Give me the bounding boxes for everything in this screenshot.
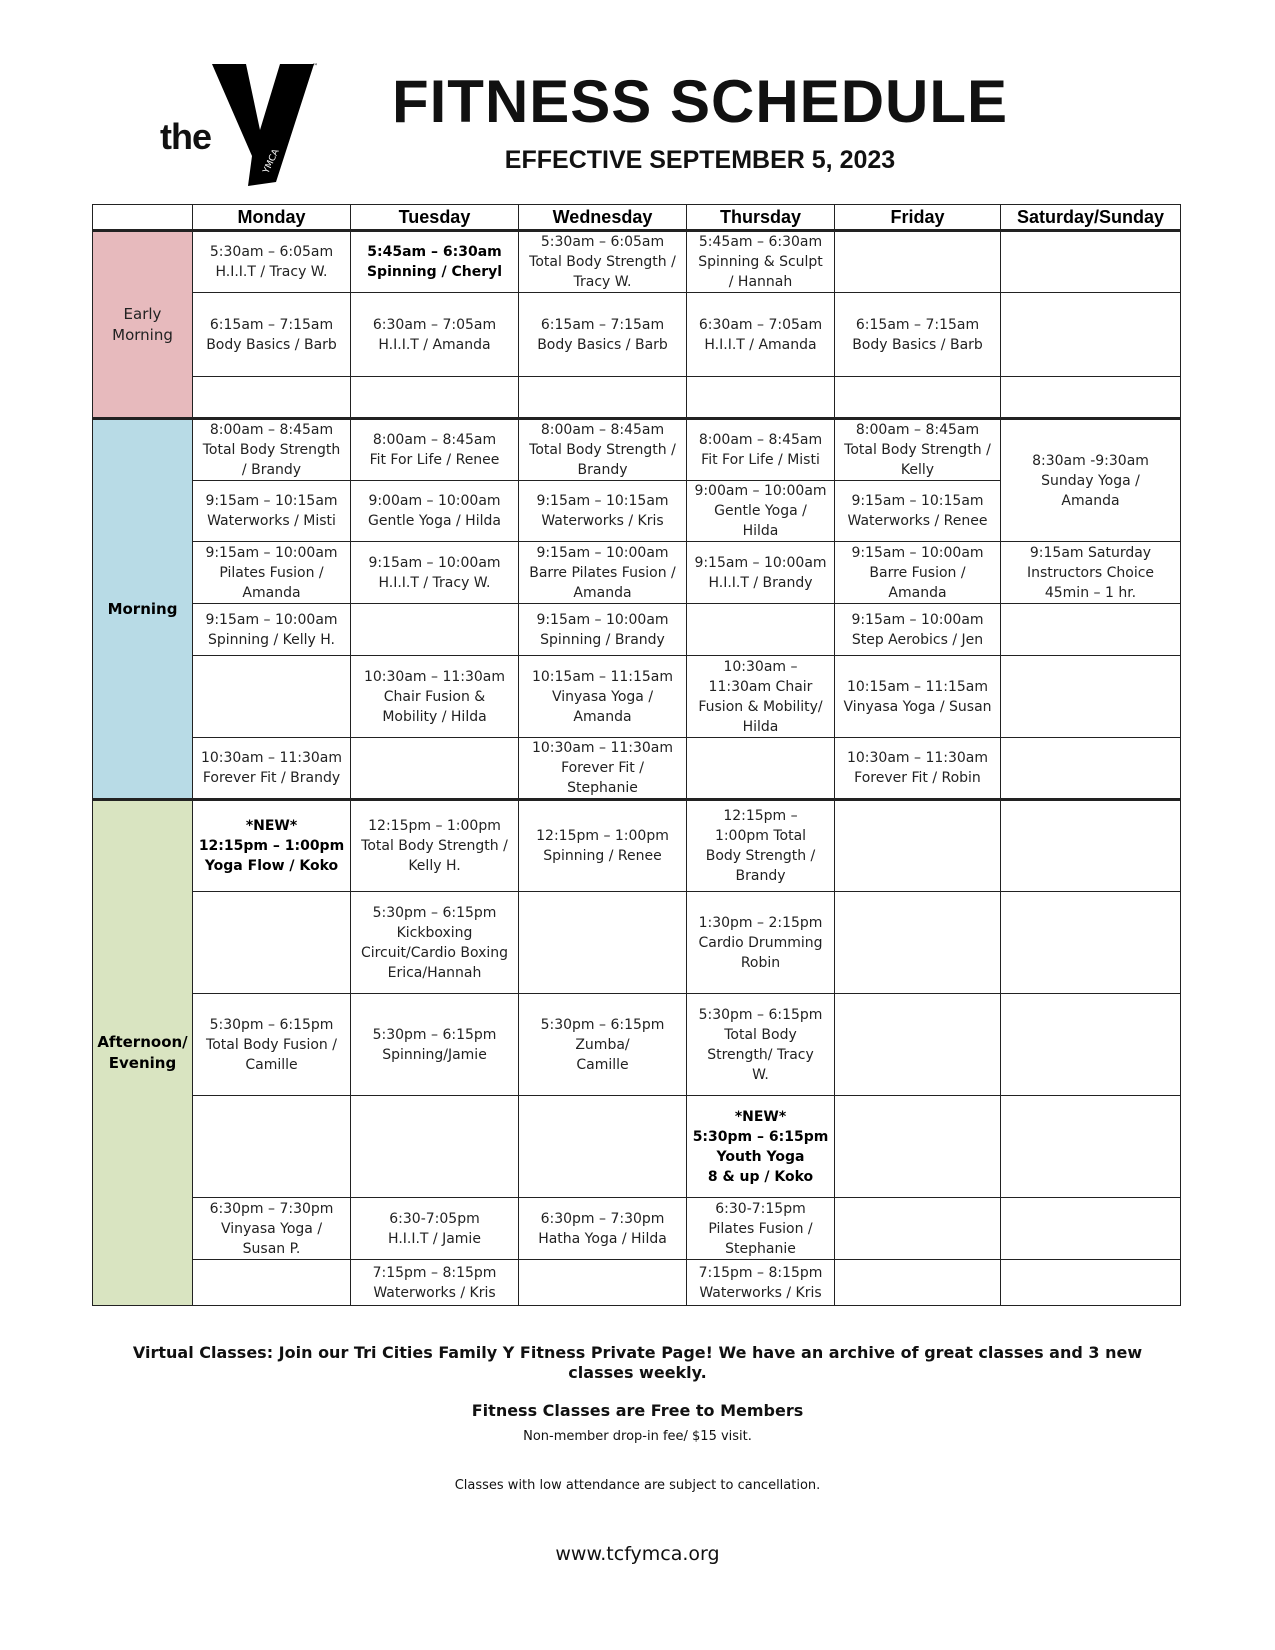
table-row (93, 1096, 1181, 1198)
class-cell: 8:00am – 8:45am Total Body Strength / Brandy (519, 419, 687, 481)
empty-cell (1001, 377, 1181, 419)
page-subtitle: EFFECTIVE SEPTEMBER 5, 2023 (504, 146, 896, 174)
class-cell (351, 1096, 519, 1198)
class-cell (1001, 994, 1181, 1096)
class-cell: 9:15am – 10:00am H.I.I.T / Tracy W. (351, 542, 519, 604)
table-row (93, 293, 1181, 377)
class-cell: 7:15pm – 8:15pm Waterworks / Kris (687, 1260, 835, 1306)
class-cell-weekend: 8:30am -9:30am Sunday Yoga / Amanda (1001, 419, 1181, 542)
class-cell (193, 656, 351, 738)
table-row (93, 231, 1181, 293)
class-cell (1001, 892, 1181, 994)
day-header-tuesday: Tuesday (351, 205, 519, 231)
class-cell: 9:15am – 10:00am Barre Fusion / Amanda (835, 542, 1001, 604)
class-cell: 9:00am – 10:00am Gentle Yoga / Hilda (351, 481, 519, 542)
class-cell: 6:30-7:05pm H.I.I.T / Jamie (351, 1198, 519, 1260)
table-row (93, 419, 1181, 481)
class-cell (835, 994, 1001, 1096)
period-afternoon-evening (93, 800, 193, 1306)
table-row (93, 377, 1181, 419)
class-cell (1001, 604, 1181, 656)
class-cell: 9:15am – 10:00am Pilates Fusion / Amanda (193, 542, 351, 604)
period-label: Afternoon/ Evening (97, 1033, 188, 1072)
day-header-wednesday: Wednesday (519, 205, 687, 231)
class-cell (1001, 738, 1181, 800)
table-row (93, 994, 1181, 1096)
day-header-monday: Monday (193, 205, 351, 231)
class-cell: 6:30-7:15pm Pilates Fusion / Stephanie (687, 1198, 835, 1260)
class-cell (1001, 231, 1181, 293)
class-cell: 8:00am – 8:45am Total Body Strength / Kelly (835, 419, 1001, 481)
table-row (93, 738, 1181, 800)
class-cell: *NEW* 5:30pm – 6:15pm Youth Yoga 8 & up / Koko (687, 1096, 835, 1198)
period-early-morning (93, 231, 193, 419)
class-cell (835, 800, 1001, 892)
class-cell: 9:15am – 10:15am Waterworks / Kris (519, 481, 687, 542)
class-cell (519, 1260, 687, 1306)
class-cell: 6:30pm – 7:30pm Vinyasa Yoga / Susan P. (193, 1198, 351, 1260)
empty-cell (687, 377, 835, 419)
class-cell: 5:30pm – 6:15pm Total Body Strength/ Tracy W. (687, 994, 835, 1096)
class-cell (1001, 1096, 1181, 1198)
class-cell (193, 1096, 351, 1198)
class-cell (351, 604, 519, 656)
empty-cell (835, 377, 1001, 419)
class-cell: 9:00am – 10:00am Gentle Yoga / Hilda (687, 481, 835, 542)
class-cell: 10:30am – 11:30am Forever Fit / Stephanie (519, 738, 687, 800)
class-cell: 12:15pm – 1:00pm Spinning / Renee (519, 800, 687, 892)
header-row (93, 205, 1181, 231)
class-cell: 5:30pm – 6:15pm Spinning/Jamie (351, 994, 519, 1096)
class-cell (1001, 1198, 1181, 1260)
class-cell (687, 604, 835, 656)
table-row (93, 1260, 1181, 1306)
class-cell (1001, 800, 1181, 892)
class-cell: 9:15am – 10:15am Waterworks / Renee (835, 481, 1001, 542)
class-cell: 10:30am – 11:30am Chair Fusion & Mobility/ Hilda (687, 656, 835, 738)
class-cell: 5:30am – 6:05am H.I.I.T / Tracy W. (193, 231, 351, 293)
class-cell: 6:15am – 7:15am Body Basics / Barb (193, 293, 351, 377)
class-cell: 7:15pm – 8:15pm Waterworks / Kris (351, 1260, 519, 1306)
day-header-friday: Friday (835, 205, 1001, 231)
table-row (93, 1198, 1181, 1260)
class-cell: 8:00am – 8:45am Total Body Strength / Brandy (193, 419, 351, 481)
website-link[interactable]: www.tcfymca.org (555, 1543, 720, 1565)
table-row (93, 656, 1181, 738)
class-cell: 9:15am – 10:00am Step Aerobics / Jen (835, 604, 1001, 656)
class-cell (835, 231, 1001, 293)
class-cell (351, 738, 519, 800)
page-title: FITNESS SCHEDULE (391, 68, 1009, 135)
class-cell (193, 892, 351, 994)
class-cell (519, 892, 687, 994)
class-cell: 8:00am – 8:45am Fit For Life / Misti (687, 419, 835, 481)
class-cell (519, 1096, 687, 1198)
class-cell: 6:15am – 7:15am Body Basics / Barb (519, 293, 687, 377)
class-cell: 10:30am – 11:30am Forever Fit / Brandy (193, 738, 351, 800)
class-cell: 12:15pm – 1:00pm Total Body Strength / Kelly H. (351, 800, 519, 892)
virtual-classes-note: Virtual Classes: Join our Tri Cities Family Y Fitness Private Page! We have an archive of great classes and 3 new classes weekly. (132, 1343, 1143, 1382)
logo-brand-text: YMCA (261, 147, 282, 176)
cancellation-note: Classes with low attendance are subject to cancellation. (454, 1478, 821, 1493)
class-cell: 5:45am – 6:30am Spinning / Cheryl (351, 231, 519, 293)
class-cell (835, 1198, 1001, 1260)
class-cell: 12:15pm – 1:00pm Total Body Strength / Brandy (687, 800, 835, 892)
empty-cell (351, 377, 519, 419)
schedule-table (92, 204, 1181, 1306)
class-cell: 6:30am – 7:05am H.I.I.T / Amanda (687, 293, 835, 377)
class-cell (835, 892, 1001, 994)
empty-cell (193, 377, 351, 419)
class-cell: 5:30pm – 6:15pm Kickboxing Circuit/Cardio Boxing Erica/Hannah (351, 892, 519, 994)
class-cell: 9:15am – 10:00am Spinning / Brandy (519, 604, 687, 656)
class-cell: *NEW* 12:15pm – 1:00pm Yoga Flow / Koko (193, 800, 351, 892)
free-classes-note: Fitness Classes are Free to Members (471, 1401, 804, 1420)
class-cell (1001, 1260, 1181, 1306)
table-row (93, 604, 1181, 656)
logo-word: the (160, 116, 211, 157)
empty-cell (519, 377, 687, 419)
class-cell (193, 1260, 351, 1306)
day-header-thursday: Thursday (687, 205, 835, 231)
class-cell: 5:30pm – 6:15pm Zumba/ Camille (519, 994, 687, 1096)
period-morning (93, 419, 193, 800)
class-cell (1001, 293, 1181, 377)
class-cell: 5:45am – 6:30am Spinning & Sculpt / Hannah (687, 231, 835, 293)
class-cell: 6:30pm – 7:30pm Hatha Yoga / Hilda (519, 1198, 687, 1260)
class-cell-weekend: 9:15am Saturday Instructors Choice 45min – 1 hr. (1001, 542, 1181, 604)
class-cell: 6:30am – 7:05am H.I.I.T / Amanda (351, 293, 519, 377)
class-cell (835, 1096, 1001, 1198)
class-cell: 9:15am – 10:00am H.I.I.T / Brandy (687, 542, 835, 604)
drop-in-fee-note: Non-member drop-in fee/ $15 visit. (523, 1429, 752, 1444)
table-row (93, 542, 1181, 604)
ymca-logo (160, 58, 320, 194)
class-cell (835, 1260, 1001, 1306)
period-label: Morning (107, 599, 178, 618)
class-cell: 10:30am – 11:30am Forever Fit / Robin (835, 738, 1001, 800)
class-cell: 9:15am – 10:00am Barre Pilates Fusion / Amanda (519, 542, 687, 604)
class-cell (687, 738, 835, 800)
period-label: Early Morning (112, 304, 173, 344)
class-cell: 8:00am – 8:45am Fit For Life / Renee (351, 419, 519, 481)
class-cell: 9:15am – 10:00am Spinning / Kelly H. (193, 604, 351, 656)
table-row (93, 800, 1181, 892)
table-row (93, 892, 1181, 994)
class-cell: 9:15am – 10:15am Waterworks / Misti (193, 481, 351, 542)
class-cell: 5:30pm – 6:15pm Total Body Fusion / Camille (193, 994, 351, 1096)
corner-cell (93, 205, 193, 231)
class-cell: 10:15am – 11:15am Vinyasa Yoga / Susan (835, 656, 1001, 738)
class-cell: 10:15am – 11:15am Vinyasa Yoga / Amanda (519, 656, 687, 738)
class-cell: 6:15am – 7:15am Body Basics / Barb (835, 293, 1001, 377)
class-cell (1001, 656, 1181, 738)
day-header-saturday-sunday: Saturday/Sunday (1001, 205, 1181, 231)
class-cell: 1:30pm – 2:15pm Cardio Drumming Robin (687, 892, 835, 994)
class-cell: 5:30am – 6:05am Total Body Strength / Tracy W. (519, 231, 687, 293)
class-cell: 10:30am – 11:30am Chair Fusion & Mobility / Hilda (351, 656, 519, 738)
svg-text:™: ™ (312, 63, 318, 70)
